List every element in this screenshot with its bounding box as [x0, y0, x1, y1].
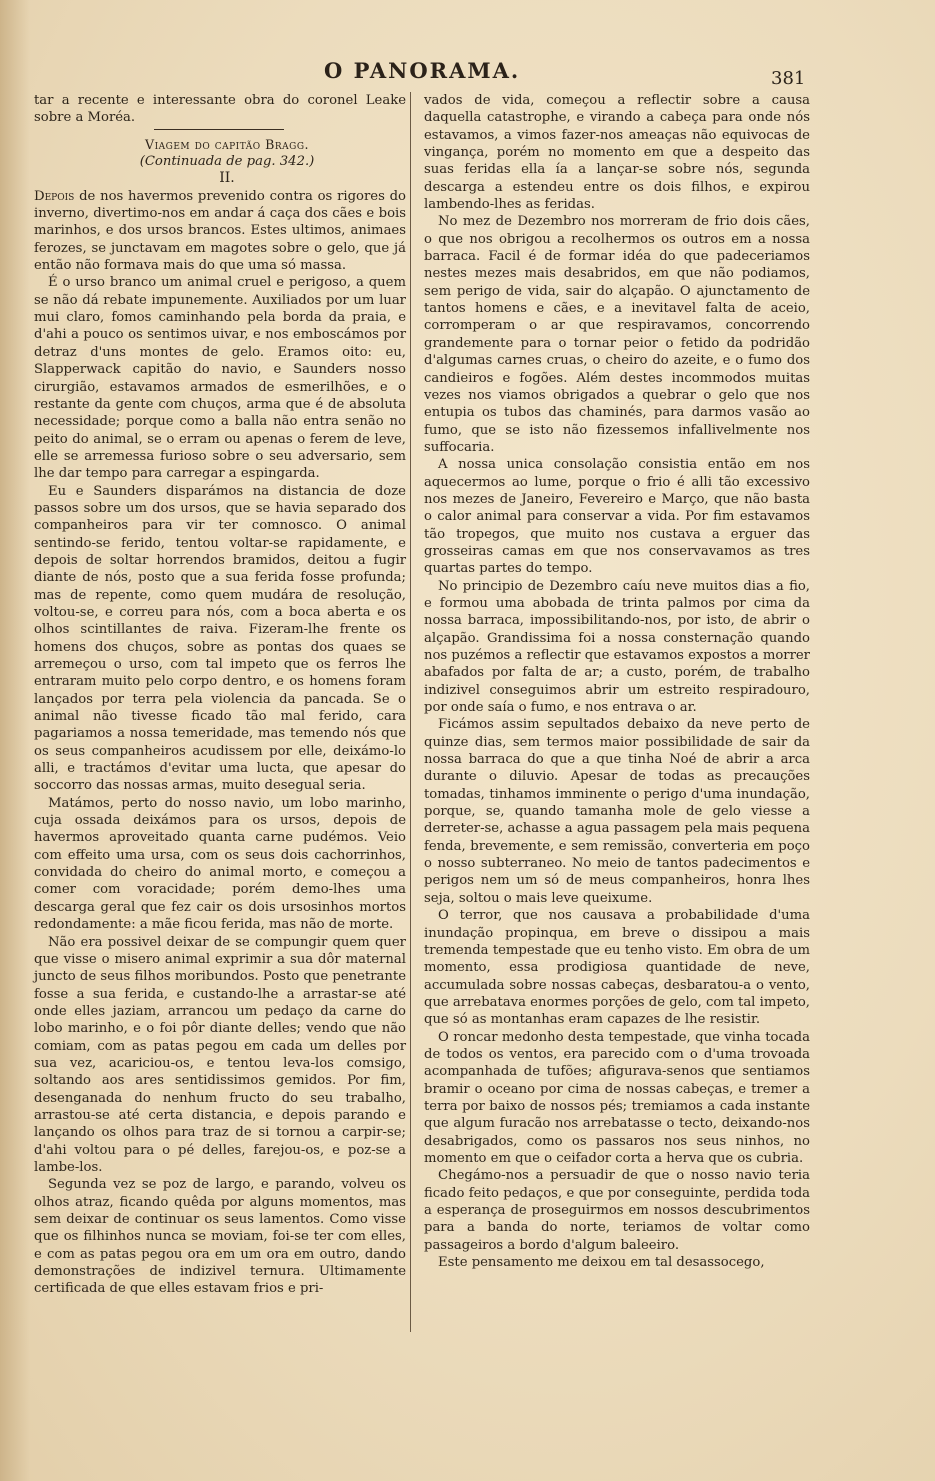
paragraph: Ficámos assim sepultados debaixo da neve perto de quinze dias, sem termos maior possibilidade de sair da nossa barraca do que a que tinha Noé de abrir a arca durante o diluvio. Apesar de todas as precauções tomadas, tinhamos imminente o perigo d'uma inundação, porque, se, quando tamanha mole de gelo viesse a derreter-se, achasse a agua passagem pela mais pequena fenda, brevemente, e sem remissão, converteria em poço o nosso subterraneo. No meio de tantos padecimentos e perigos nem um só de meus companheiros, honra lhes seja, soltou o mais leve queixume. [424, 717, 810, 906]
right-column [424, 92, 810, 1271]
intro-paragraph: tar a recente e interessante obra do coronel Leake sobre a Moréa. [34, 93, 406, 126]
paragraph: No mez de Dezembro nos morreram de frio dois cães, o que nos obrigou a recolhermos os outros em a nossa barraca. Facil é de formar idéa do que padeceriamos nestes mezes mais desabridos, em que não podiamos, sem perigo de vida, sair do alçapão. O ajunctamento de tantos homens e cães, e a inevitavel falta de aceio, corromperam o ar que respiravamos, concorrendo grandemente para o tornar peior o fetido da podridão d'algumas carnes cruas, o cheiro do azeite, e o fumo dos candieiros e fogões. Além destes incommodos muitas vezes nos viamos obrigados a quebrar o gelo que nos entupia os tubos das chaminés, para darmos vasão ao fumo, que se isto não fizessemos infallivelmente nos suffocaria. [424, 214, 810, 455]
section-number: II. [219, 170, 235, 187]
paragraph-continuation: vados de vida, começou a reflectir sobre a causa daquella catastrophe, e virando a cabeça para onde nós estavamos, a vimos fazer-nos ameaças não equivocas de vingança, porém no momento em que a despeito das suas feridas ella ía a lançar-se sobre nós, segunda descarga a estendeu entre os dois filhos, e expirou lambendo-lhes as feridas. [424, 93, 810, 213]
paragraph: Depois de nos havermos prevenido contra os rigores do inverno, divertimo-nos em andar á caça dos cães e bois marinhos, e dos ursos brancos. Estes ultimos, animaes ferozes, se junctavam em magotes sobre o gelo, que já então não formava mais do que uma só massa. [34, 188, 406, 274]
paragraph: Segunda vez se poz de largo, e parando, volveu os olhos atraz, ficando quêda por alguns momentos, mas sem deixar de continuar os seus lamentos. Como visse que os filhinhos nunca se moviam, foi-se ter com elles, e com as patas pegou ora em um ora em outro, dando demonstrações de indizivel ternura. Ultimamente certificada de que elles estavam frios e pri- [34, 1177, 406, 1297]
page-header [0, 58, 935, 88]
column-rule [410, 92, 411, 1332]
section-separator [154, 129, 284, 130]
page-fold-shadow [0, 0, 30, 1481]
article-subheading: (Continuada de pag. 342.) [139, 154, 315, 170]
paragraph: Não era possivel deixar de se compungir quem quer que visse o misero animal exprimir a sua dôr maternal juncto de seus filhos moribundos. Posto que penetrante fosse a sua ferida, e custando-lhe a arrastar-se até onde elles jaziam, arrancou um pedaço da carne do lobo marinho, e o foi pôr diante delles; vendo que não comiam, com as patas pegou em cada um delles por sua vez, acariciou-os, e tentou leva-los comsigo, soltando aos ares sentidissimos gemidos. Por fim, desenganada do nenhum fructo do seu trabalho, arrastou-se até certa distancia, e depois parando e lançando os olhos para traz de si tornou a carpir-se; d'ahi voltou para o pé delles, farejou-os, e poz-se a lambe-los. [34, 934, 406, 1175]
paragraph: O roncar medonho desta tempestade, que vinha tocada de todos os ventos, era parecido com o d'uma trovoada acompanhada de tufões; afigurava-senos que sentiamos bramir o oceano por cima de nossas cabeças, e tremer a terra por baixo de nossos pés; tremiamos a cada instante que algum furacão nos arrebatasse o tecto, deixando-nos desabrigados, como os passaros nos seus ninhos, no momento em que o ceifador corta a herva que os cubria. [424, 1029, 810, 1166]
first-word: Depois [34, 188, 75, 204]
paragraph: A nossa unica consolação consistia então em nos aquecermos ao lume, porque o frio é alli tão excessivo nos mezes de Janeiro, Fevereiro e Março, que não basta o calor animal para conservar a vida. Por fim estavamos tão tropegos, que muito nos custava a erguer das grosseiras camas em que nos conservavamos as tres quartas partes do tempo. [424, 457, 810, 577]
left-column [34, 92, 406, 1298]
paragraph: Este pensamento me deixou em tal desassocego, [438, 1255, 765, 1271]
paragraph: Chegámo-nos a persuadir de que o nosso navio teria ficado feito pedaços, e que por conseguinte, perdida toda a esperança de proseguirmos em nossos descubrimentos para a banda do norte, teriamos de voltar como passageiros a bordo d'algum baleeiro. [424, 1168, 810, 1253]
paragraph: O terror, que nos causava a probabilidade d'uma inundação propinqua, em breve o dissipou a mais tremenda tempestade que eu tenho visto. Em obra de um momento, essa prodigiosa quantidade de neve, accumulada sobre nossas cabeças, desbaratou-a o vento, que arrebatava enormes porções de gelo, com tal impeto, que só as montanhas eram capazes de lhe resistir. [424, 908, 810, 1028]
paragraph: No principio de Dezembro caíu neve muitos dias a fio, e formou uma abobada de trinta palmos por cima da nossa barraca, impossibilitando-nos, por isto, de abrir o alçapão. Grandissima foi a nossa consternação quando nos puzémos a reflectir que estavamos expostos a morrer abafados por falta de ar; a custo, porém, de trabalho indizivel conseguimos abrir um estreito respiradouro, por onde saía o fumo, e nos entrava o ar. [424, 578, 810, 716]
page-number: 381 [771, 68, 806, 89]
running-title: O PANORAMA. [324, 58, 521, 83]
paragraph: Eu e Saunders disparámos na distancia de doze passos sobre um dos ursos, que se havia separado dos companheiros para vir ter comnosco. O animal sentindo-se ferido, tentou voltar-se rapidamente, e depois de soltar horrendos bramidos, deitou a fugir diante de nós, posto que a sua ferida fosse profunda; mas de repente, como quem mudára de resolução, voltou-se, e correu para nós, com a boca aberta e os olhos scintillantes de raiva. Fizeram-lhe frente os homens dos chuços, sobre as pontas dos quaes se arremeçou o urso, com tal impeto que os ferros lhe entraram muito pelo corpo dentro, e os homens foram lançados por terra pela violencia da pancada. Se o animal não tivesse ficado tão mal ferido, cara pagariamos a nossa temeridade, mas temendo nós que os seus companheiros acudissem por elle, deixámo-lo alli, e tractámos d'evitar uma lucta, que apesar do soccorro das nossas armas, muito desegual seria. [34, 483, 406, 794]
article-heading: Viagem do capitão Bragg. [144, 136, 310, 152]
paragraph: Matámos, perto do nosso navio, um lobo marinho, cuja ossada deixámos para os ursos, depois de havermos aproveitado quanta carne pudémos. Veio com effeito uma ursa, com os seus dois cachorrinhos, convidada do cheiro do animal morto, e começou a comer com voracidade; porém demo-lhes uma descarga geral que fez cair os dois ursosinhos mortos redondamente: a mãe ficou ferida, mas não de morte. [34, 795, 406, 933]
paragraph: É o urso branco um animal cruel e perigoso, a quem se não dá rebate impunemente. Auxiliados por um luar mui claro, fomos caminhando pela borda da praia, e d'ahi a pouco os sentimos uivar, e nos emboscámos por detraz d'uns montes de gelo. Eramos oito: eu, Slapperwack capitão do navio, e Saunders nosso cirurgião, estavamos armados de esmerilhões, e o restante da gente com chuços, arma que é de absoluta necessidade; porque como a balla não entra senão no peito do animal, se o erram ou apenas o ferem de leve, elle se arremessa furioso sobre o seu adversario, sem lhe dar tempo para carregar a espingarda. [34, 275, 406, 482]
